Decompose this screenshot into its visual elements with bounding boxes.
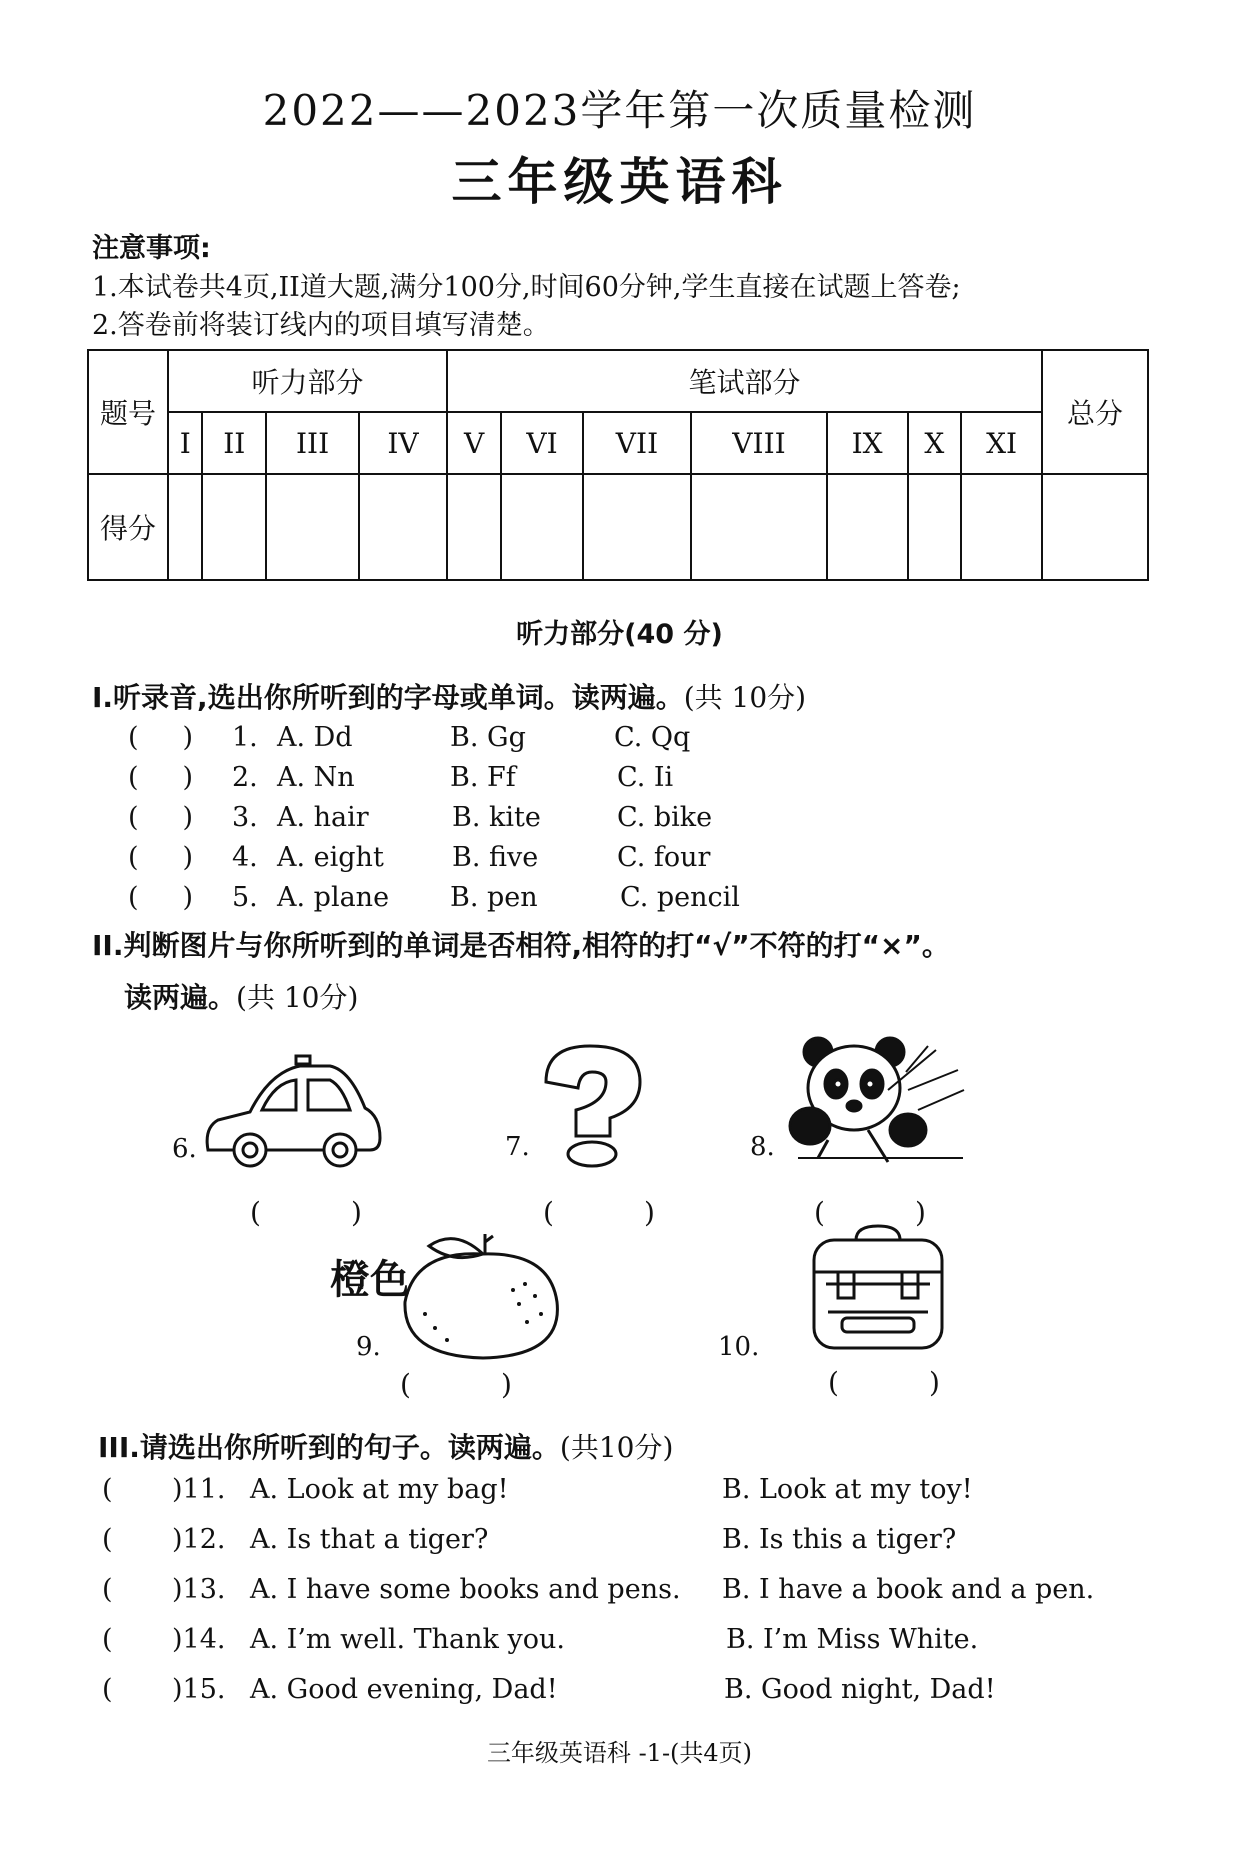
option-b: B. Look at my toy!: [722, 1474, 973, 1505]
score-cell[interactable]: [827, 474, 908, 580]
total-score-cell[interactable]: [1042, 474, 1148, 580]
option-a: A. I’m well. Thank you.: [250, 1624, 565, 1655]
total-header: 总分: [1042, 350, 1148, 474]
option-a: A. Look at my bag!: [250, 1474, 509, 1505]
score-cell[interactable]: [583, 474, 691, 580]
answer-paren-6[interactable]: ( ): [250, 1196, 362, 1229]
score-cell[interactable]: [961, 474, 1042, 580]
part1-heading: I.听录音,选出你所听到的字母或单词。读两遍。(共 10分): [92, 681, 807, 714]
answer-paren[interactable]: (: [102, 1574, 113, 1605]
car-icon: [200, 1050, 385, 1170]
option-a: A. Nn: [277, 762, 355, 793]
score-cell[interactable]: [202, 474, 266, 580]
option-c: C. bike: [617, 802, 713, 833]
option-a: A. Dd: [277, 722, 353, 753]
option-a: A. hair: [277, 802, 369, 833]
option-a: A. eight: [277, 842, 384, 873]
picture-number: 10.: [718, 1332, 760, 1362]
notice-heading: 注意事项:: [92, 233, 211, 264]
answer-paren[interactable]: ( ): [128, 842, 194, 873]
question-number: )12.: [172, 1524, 226, 1555]
col-header: I: [168, 412, 202, 474]
picture-number: 8.: [750, 1132, 775, 1162]
score-cell[interactable]: [447, 474, 501, 580]
question-mark-icon: [540, 1040, 650, 1170]
question-number: 5.: [232, 882, 258, 913]
question-number: )13.: [172, 1574, 226, 1605]
answer-paren-9[interactable]: ( ): [400, 1368, 512, 1401]
part2-heading: II.判断图片与你所听到的单词是否相符,相符的打“√”不符的打“×”。: [92, 929, 950, 962]
score-cell[interactable]: [691, 474, 827, 580]
question-number: 2.: [232, 762, 258, 793]
picture-number: 7.: [505, 1132, 530, 1162]
picture-number: 9.: [356, 1332, 381, 1362]
score-cell[interactable]: [359, 474, 447, 580]
answer-paren[interactable]: (: [102, 1524, 113, 1555]
option-b: B. Gg: [450, 722, 526, 753]
schoolbag-icon: [808, 1222, 948, 1352]
option-b: B. pen: [450, 882, 538, 913]
orange-color-label: 橙色: [330, 1257, 410, 1303]
row-label-number: 题号: [88, 350, 168, 474]
col-header: IX: [827, 412, 908, 474]
score-cell[interactable]: [168, 474, 202, 580]
col-header: VI: [501, 412, 582, 474]
answer-paren[interactable]: ( ): [128, 762, 194, 793]
score-cell[interactable]: [501, 474, 582, 580]
score-cell[interactable]: [908, 474, 962, 580]
option-a: A. Good evening, Dad!: [250, 1674, 558, 1705]
option-b: B. I have a book and a pen.: [722, 1574, 1095, 1605]
score-cell[interactable]: [266, 474, 359, 580]
question-number: )14.: [172, 1624, 226, 1655]
answer-paren[interactable]: (: [102, 1624, 113, 1655]
subject-title: 三年级英语科: [451, 153, 788, 211]
option-b: B. Good night, Dad!: [724, 1674, 996, 1705]
option-b: B. kite: [452, 802, 541, 833]
score-table: [87, 349, 1149, 581]
written-group-header: 笔试部分: [447, 350, 1042, 412]
row-label-score: 得分: [88, 474, 168, 580]
option-c: C. Ii: [617, 762, 674, 793]
option-c: C. four: [617, 842, 711, 873]
answer-paren-8[interactable]: ( ): [814, 1196, 926, 1229]
orange-icon: [395, 1224, 570, 1364]
answer-paren-7[interactable]: ( ): [543, 1196, 655, 1229]
col-header: X: [908, 412, 962, 474]
part3-heading: III.请选出你所听到的句子。读两遍。(共10分): [98, 1431, 674, 1464]
answer-paren-10[interactable]: ( ): [828, 1366, 940, 1399]
panda-icon: [788, 1030, 968, 1170]
question-number: )11.: [172, 1474, 226, 1505]
answer-paren[interactable]: ( ): [128, 722, 194, 753]
option-a: A. I have some books and pens.: [250, 1574, 681, 1605]
option-b: B. five: [452, 842, 539, 873]
col-header: VIII: [691, 412, 827, 474]
option-a: A. plane: [277, 882, 390, 913]
listening-group-header: 听力部分: [168, 350, 447, 412]
option-b: B. Is this a tiger?: [722, 1524, 957, 1555]
page-footer: 三年级英语科 -1-(共4页): [486, 1739, 753, 1767]
option-c: C. pencil: [620, 882, 740, 913]
question-number: 4.: [232, 842, 258, 873]
picture-number: 6.: [172, 1134, 197, 1164]
notice-line-1: 1.本试卷共4页,II道大题,满分100分,时间60分钟,学生直接在试题上答卷;: [92, 272, 961, 303]
col-header: V: [447, 412, 501, 474]
question-number: 3.: [232, 802, 258, 833]
question-number: 1.: [232, 722, 258, 753]
option-b: B. I’m Miss White.: [726, 1624, 979, 1655]
col-header: IV: [359, 412, 447, 474]
exam-title: 2022——2023学年第一次质量检测: [262, 86, 977, 135]
option-a: A. Is that a tiger?: [250, 1524, 489, 1555]
answer-paren[interactable]: (: [102, 1674, 113, 1705]
option-b: B. Ff: [450, 762, 516, 793]
question-number: )15.: [172, 1674, 226, 1705]
answer-paren[interactable]: ( ): [128, 882, 194, 913]
notice-line-2: 2.答卷前将装订线内的项目填写清楚。: [92, 310, 550, 341]
col-header: III: [266, 412, 359, 474]
col-header: XI: [961, 412, 1042, 474]
listening-section-title: 听力部分(40 分): [516, 619, 723, 650]
option-c: C. Qq: [614, 722, 691, 753]
answer-paren[interactable]: ( ): [128, 802, 194, 833]
answer-paren[interactable]: (: [102, 1474, 113, 1505]
col-header: II: [202, 412, 266, 474]
part2-subheading: 读两遍。(共 10分): [124, 981, 359, 1014]
col-header: VII: [583, 412, 691, 474]
